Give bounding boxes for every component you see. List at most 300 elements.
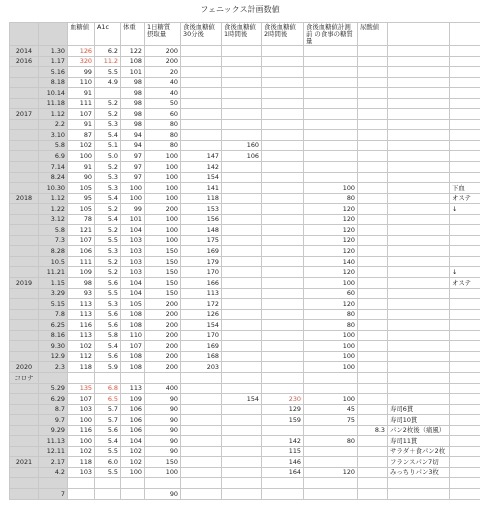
year-cell <box>10 183 39 194</box>
remark-cell <box>450 98 480 109</box>
year-cell <box>10 320 39 331</box>
glucose-cell: 91 <box>68 162 95 173</box>
year-cell <box>10 351 39 362</box>
postmeal-1h-cell <box>222 309 262 320</box>
table-row <box>10 415 480 426</box>
table-row <box>10 214 480 225</box>
postmeal-2h-cell: 230 <box>262 394 304 405</box>
remark-cell <box>450 119 480 130</box>
meal-carbs-cell <box>304 151 358 162</box>
year-cell: 2014 <box>10 46 39 57</box>
postmeal-30min-cell: 172 <box>181 299 222 310</box>
weight-cell: 104 <box>121 225 145 236</box>
meal-carbs-cell <box>304 56 358 67</box>
carbs-cell: 100 <box>145 151 181 162</box>
postmeal-1h-cell <box>222 109 262 120</box>
postmeal-2h-cell <box>262 46 304 57</box>
year-cell <box>10 119 39 130</box>
glucose-cell: 91 <box>68 119 95 130</box>
date-cell: 8.16 <box>39 330 68 341</box>
year-cell <box>10 98 39 109</box>
year-cell <box>10 235 39 246</box>
postmeal-2h-cell: 159 <box>262 415 304 426</box>
a1c-cell <box>95 372 121 383</box>
note-cell <box>388 341 450 352</box>
table-row <box>10 425 480 436</box>
postmeal-1h-cell <box>222 225 262 236</box>
meal-carbs-cell: 120 <box>304 225 358 236</box>
carbs-cell <box>145 372 181 383</box>
glucose-cell: 95 <box>68 193 95 204</box>
glucose-cell: 103 <box>68 404 95 415</box>
weight-cell <box>121 488 145 499</box>
meal-carbs-cell: 120 <box>304 467 358 478</box>
postmeal-2h-cell: 146 <box>262 457 304 468</box>
postmeal-2h-cell <box>262 351 304 362</box>
uric-acid-cell <box>358 478 388 489</box>
note-cell <box>388 204 450 215</box>
remark-cell <box>450 467 480 478</box>
glucose-cell: 98 <box>68 278 95 289</box>
postmeal-1h-cell <box>222 67 262 78</box>
meal-carbs-cell <box>304 457 358 468</box>
carbs-cell: 200 <box>145 299 181 310</box>
a1c-cell: 5.2 <box>95 225 121 236</box>
carbs-cell: 150 <box>145 457 181 468</box>
carbs-cell: 200 <box>145 351 181 362</box>
weight-cell: 107 <box>121 341 145 352</box>
weight-cell: 113 <box>121 383 145 394</box>
table-row <box>10 278 480 289</box>
table-row <box>10 98 480 109</box>
remark-cell <box>450 394 480 405</box>
a1c-cell: 5.2 <box>95 109 121 120</box>
year-cell <box>10 256 39 267</box>
column-header: 1日糖質 摂取量 <box>145 23 181 46</box>
a1c-cell: 5.8 <box>95 330 121 341</box>
carbs-cell: 90 <box>145 415 181 426</box>
postmeal-1h-cell <box>222 404 262 415</box>
date-cell: 12.11 <box>39 446 68 457</box>
meal-carbs-cell <box>304 88 358 99</box>
remark-cell <box>450 235 480 246</box>
date-cell: 3.12 <box>39 214 68 225</box>
postmeal-2h-cell <box>262 67 304 78</box>
postmeal-2h-cell <box>262 130 304 141</box>
note-cell <box>388 140 450 151</box>
a1c-cell: 5.4 <box>95 341 121 352</box>
uric-acid-cell <box>358 119 388 130</box>
glucose-cell: 113 <box>68 309 95 320</box>
year-cell: 2016 <box>10 56 39 67</box>
weight-cell: 98 <box>121 88 145 99</box>
uric-acid-cell <box>358 341 388 352</box>
remark-cell <box>450 77 480 88</box>
uric-acid-cell <box>358 225 388 236</box>
postmeal-2h-cell <box>262 309 304 320</box>
year-cell <box>10 246 39 257</box>
weight-cell <box>121 478 145 489</box>
postmeal-1h-cell <box>222 415 262 426</box>
remark-cell <box>450 140 480 151</box>
carbs-cell: 150 <box>145 267 181 278</box>
date-cell: 5.8 <box>39 225 68 236</box>
uric-acid-cell <box>358 109 388 120</box>
remark-cell: ↓ <box>450 204 480 215</box>
meal-carbs-cell <box>304 383 358 394</box>
year-cell <box>10 415 39 426</box>
uric-acid-cell <box>358 330 388 341</box>
meal-carbs-cell <box>304 109 358 120</box>
meal-carbs-cell: 75 <box>304 415 358 426</box>
carbs-cell: 100 <box>145 162 181 173</box>
a1c-cell: 6.8 <box>95 383 121 394</box>
carbs-cell: 80 <box>145 140 181 151</box>
remark-cell <box>450 88 480 99</box>
date-cell: 1.22 <box>39 204 68 215</box>
meal-carbs-cell <box>304 130 358 141</box>
postmeal-1h-cell <box>222 341 262 352</box>
weight-cell: 94 <box>121 130 145 141</box>
weight-cell: 110 <box>121 330 145 341</box>
year-cell: 2019 <box>10 278 39 289</box>
carbs-cell: 200 <box>145 362 181 373</box>
meal-carbs-cell: 80 <box>304 309 358 320</box>
postmeal-30min-cell <box>181 46 222 57</box>
weight-cell: 108 <box>121 320 145 331</box>
meal-carbs-cell: 120 <box>304 246 358 257</box>
note-cell <box>388 278 450 289</box>
weight-cell: 103 <box>121 256 145 267</box>
meal-carbs-cell: 120 <box>304 235 358 246</box>
a1c-cell: 5.6 <box>95 351 121 362</box>
a1c-cell: 5.6 <box>95 320 121 331</box>
date-cell: 8.7 <box>39 404 68 415</box>
weight-cell: 97 <box>121 162 145 173</box>
postmeal-1h-cell <box>222 362 262 373</box>
date-cell: 5.29 <box>39 383 68 394</box>
column-header <box>39 23 68 46</box>
weight-cell: 103 <box>121 246 145 257</box>
a1c-cell: 5.5 <box>95 235 121 246</box>
year-cell <box>10 204 39 215</box>
carbs-cell: 90 <box>145 394 181 405</box>
year-cell <box>10 425 39 436</box>
glucose-cell: 113 <box>68 330 95 341</box>
uric-acid-cell <box>358 320 388 331</box>
postmeal-30min-cell <box>181 488 222 499</box>
postmeal-2h-cell <box>262 88 304 99</box>
weight-cell: 97 <box>121 172 145 183</box>
year-cell <box>10 288 39 299</box>
carbs-cell: 90 <box>145 488 181 499</box>
table-row <box>10 362 480 373</box>
postmeal-2h-cell <box>262 278 304 289</box>
postmeal-2h-cell <box>262 330 304 341</box>
postmeal-1h-cell <box>222 488 262 499</box>
weight-cell: 105 <box>121 299 145 310</box>
postmeal-2h-cell <box>262 320 304 331</box>
year-cell: 2017 <box>10 109 39 120</box>
a1c-cell: 6.0 <box>95 457 121 468</box>
postmeal-2h-cell <box>262 204 304 215</box>
table-row <box>10 256 480 267</box>
date-cell: 8.18 <box>39 77 68 88</box>
postmeal-30min-cell <box>181 404 222 415</box>
year-cell <box>10 330 39 341</box>
date-cell: 11.18 <box>39 98 68 109</box>
table-row <box>10 478 480 489</box>
a1c-cell: 5.2 <box>95 267 121 278</box>
postmeal-2h-cell <box>262 183 304 194</box>
postmeal-30min-cell <box>181 383 222 394</box>
weight-cell: 104 <box>121 436 145 447</box>
uric-acid-cell <box>358 77 388 88</box>
postmeal-30min-cell <box>181 457 222 468</box>
postmeal-2h-cell <box>262 478 304 489</box>
postmeal-2h-cell <box>262 256 304 267</box>
uric-acid-cell <box>358 151 388 162</box>
meal-carbs-cell <box>304 67 358 78</box>
postmeal-1h-cell <box>222 351 262 362</box>
uric-acid-cell <box>358 88 388 99</box>
postmeal-1h-cell <box>222 46 262 57</box>
year-cell <box>10 214 39 225</box>
note-cell <box>388 119 450 130</box>
postmeal-2h-cell <box>262 119 304 130</box>
table-row <box>10 299 480 310</box>
year-cell: 2021 <box>10 457 39 468</box>
postmeal-30min-cell: 113 <box>181 288 222 299</box>
column-header <box>10 23 39 46</box>
a1c-cell: 5.3 <box>95 246 121 257</box>
table-row <box>10 446 480 457</box>
postmeal-2h-cell: 164 <box>262 467 304 478</box>
remark-cell: ↓ <box>450 267 480 278</box>
uric-acid-cell <box>358 214 388 225</box>
weight-cell: 100 <box>121 183 145 194</box>
postmeal-1h-cell <box>222 162 262 173</box>
uric-acid-cell <box>358 98 388 109</box>
weight-cell: 94 <box>121 140 145 151</box>
note-cell <box>388 235 450 246</box>
year-cell <box>10 172 39 183</box>
meal-carbs-cell <box>304 372 358 383</box>
postmeal-1h-cell <box>222 256 262 267</box>
postmeal-1h-cell <box>222 372 262 383</box>
date-cell: 8.24 <box>39 172 68 183</box>
note-cell: 寿司6貫 <box>388 404 450 415</box>
column-header: 食後血糖値計測前 の食事の糖質量 <box>304 23 358 46</box>
carbs-cell: 90 <box>145 425 181 436</box>
postmeal-2h-cell <box>262 383 304 394</box>
date-cell: 9.30 <box>39 341 68 352</box>
postmeal-30min-cell <box>181 140 222 151</box>
a1c-cell: 11.2 <box>95 56 121 67</box>
table-row <box>10 204 480 215</box>
postmeal-1h-cell <box>222 446 262 457</box>
postmeal-1h-cell <box>222 330 262 341</box>
postmeal-1h-cell <box>222 436 262 447</box>
postmeal-30min-cell <box>181 67 222 78</box>
remark-cell <box>450 457 480 468</box>
carbs-cell: 100 <box>145 172 181 183</box>
glucose-cell: 107 <box>68 394 95 405</box>
uric-acid-cell <box>358 372 388 383</box>
note-cell <box>388 320 450 331</box>
a1c-cell: 5.7 <box>95 404 121 415</box>
glucose-cell: 100 <box>68 436 95 447</box>
a1c-cell: 6.5 <box>95 394 121 405</box>
table-row <box>10 288 480 299</box>
uric-acid-cell <box>358 457 388 468</box>
weight-cell: 103 <box>121 267 145 278</box>
glucose-cell: 110 <box>68 77 95 88</box>
postmeal-30min-cell: 168 <box>181 351 222 362</box>
postmeal-30min-cell: 166 <box>181 278 222 289</box>
year-cell <box>10 478 39 489</box>
year-cell <box>10 404 39 415</box>
a1c-cell: 5.3 <box>95 183 121 194</box>
remark-cell: オステ <box>450 193 480 204</box>
remark-cell <box>450 415 480 426</box>
carbs-cell: 60 <box>145 109 181 120</box>
glucose-cell: 111 <box>68 98 95 109</box>
year-cell <box>10 67 39 78</box>
weight-cell: 106 <box>121 404 145 415</box>
postmeal-30min-cell: 170 <box>181 330 222 341</box>
postmeal-1h-cell <box>222 299 262 310</box>
postmeal-2h-cell <box>262 299 304 310</box>
note-cell: 寿司11貫 <box>388 436 450 447</box>
year-cell <box>10 140 39 151</box>
carbs-cell: 400 <box>145 383 181 394</box>
note-cell <box>388 130 450 141</box>
postmeal-30min-cell <box>181 446 222 457</box>
a1c-cell: 5.3 <box>95 299 121 310</box>
postmeal-30min-cell <box>181 467 222 478</box>
postmeal-2h-cell <box>262 140 304 151</box>
meal-carbs-cell: 80 <box>304 436 358 447</box>
meal-carbs-cell: 120 <box>304 204 358 215</box>
meal-carbs-cell: 80 <box>304 320 358 331</box>
postmeal-30min-cell: 153 <box>181 204 222 215</box>
column-header: 食後血糖値 1時間後 <box>222 23 262 46</box>
carbs-cell: 150 <box>145 256 181 267</box>
postmeal-1h-cell <box>222 235 262 246</box>
postmeal-1h-cell: 106 <box>222 151 262 162</box>
uric-acid-cell <box>358 383 388 394</box>
postmeal-2h-cell: 115 <box>262 446 304 457</box>
note-cell <box>388 383 450 394</box>
a1c-cell: 5.2 <box>95 162 121 173</box>
remark-cell: 下血 <box>450 183 480 194</box>
weight-cell: 109 <box>121 394 145 405</box>
a1c-cell: 5.1 <box>95 140 121 151</box>
uric-acid-cell <box>358 172 388 183</box>
year-cell <box>10 225 39 236</box>
meal-carbs-cell: 60 <box>304 288 358 299</box>
year-cell <box>10 162 39 173</box>
postmeal-1h-cell <box>222 56 262 67</box>
postmeal-30min-cell: 141 <box>181 183 222 194</box>
postmeal-30min-cell: 118 <box>181 193 222 204</box>
a1c-cell: 5.2 <box>95 204 121 215</box>
date-cell: 7 <box>39 488 68 499</box>
year-cell <box>10 383 39 394</box>
remark-cell <box>450 362 480 373</box>
date-cell: 6.25 <box>39 320 68 331</box>
carbs-cell: 200 <box>145 309 181 320</box>
column-header: 血糖値 <box>68 23 95 46</box>
date-cell: 3.29 <box>39 288 68 299</box>
a1c-cell: 5.2 <box>95 256 121 267</box>
meal-carbs-cell: 140 <box>304 256 358 267</box>
meal-carbs-cell <box>304 446 358 457</box>
carbs-cell: 100 <box>145 235 181 246</box>
postmeal-30min-cell <box>181 77 222 88</box>
postmeal-2h-cell <box>262 341 304 352</box>
year-cell: 2018 <box>10 193 39 204</box>
postmeal-2h-cell <box>262 98 304 109</box>
note-cell <box>388 151 450 162</box>
remark-cell <box>450 446 480 457</box>
postmeal-30min-cell <box>181 394 222 405</box>
postmeal-2h-cell <box>262 288 304 299</box>
postmeal-1h-cell <box>222 119 262 130</box>
glucose-cell: 116 <box>68 320 95 331</box>
note-cell <box>388 77 450 88</box>
weight-cell: 101 <box>121 67 145 78</box>
a1c-cell: 5.4 <box>95 436 121 447</box>
year-cell <box>10 436 39 447</box>
table-row <box>10 172 480 183</box>
carbs-cell: 150 <box>145 288 181 299</box>
meal-carbs-cell: 100 <box>304 341 358 352</box>
table-row <box>10 341 480 352</box>
a1c-cell: 5.4 <box>95 193 121 204</box>
carbs-cell: 100 <box>145 467 181 478</box>
postmeal-30min-cell <box>181 56 222 67</box>
note-cell <box>388 351 450 362</box>
remark-cell <box>450 341 480 352</box>
postmeal-30min-cell: 169 <box>181 341 222 352</box>
table-row <box>10 56 480 67</box>
a1c-cell: 5.5 <box>95 446 121 457</box>
year-cell <box>10 309 39 320</box>
table-row <box>10 88 480 99</box>
column-header: 尿酸値 <box>358 23 388 46</box>
postmeal-1h-cell <box>222 183 262 194</box>
uric-acid-cell <box>358 193 388 204</box>
a1c-cell <box>95 478 121 489</box>
postmeal-2h-cell <box>262 77 304 88</box>
a1c-cell: 5.3 <box>95 119 121 130</box>
a1c-cell <box>95 88 121 99</box>
carbs-cell: 200 <box>145 330 181 341</box>
remark-cell <box>450 214 480 225</box>
remark-cell <box>450 436 480 447</box>
weight-cell: 101 <box>121 214 145 225</box>
glucose-cell <box>68 372 95 383</box>
meal-carbs-cell <box>304 140 358 151</box>
remark-cell <box>450 288 480 299</box>
carbs-cell: 200 <box>145 46 181 57</box>
remark-cell <box>450 425 480 436</box>
postmeal-1h-cell: 160 <box>222 140 262 151</box>
date-cell: 5.8 <box>39 140 68 151</box>
date-cell <box>39 478 68 489</box>
